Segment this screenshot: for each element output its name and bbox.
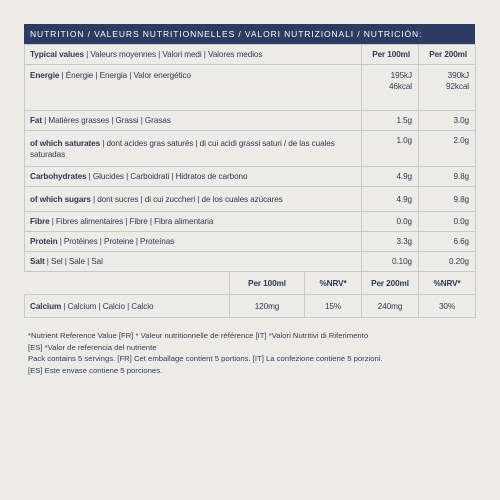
calcium-nrv1-header: %NRV* bbox=[305, 272, 362, 295]
nutrition-header: NUTRITION / VALEURS NUTRITIONNELLES / VALORI NUTRIZIONALI / NUTRICIÓN: bbox=[24, 24, 475, 44]
footnote-nrv-es: [ES] *Valor de referencia del nutriente bbox=[28, 342, 157, 352]
row-value-200: 9.8g bbox=[419, 187, 476, 212]
calcium-per100-header: Per 100ml bbox=[230, 272, 305, 295]
calcium-value-100: 120mg bbox=[230, 295, 305, 318]
row-value-100: 1.5g bbox=[362, 111, 419, 131]
row-label: Energie | Énergie | Energia | Valor energético bbox=[25, 65, 362, 111]
calcium-nrv-100: 15% bbox=[305, 295, 362, 318]
row-label: Protein | Protéines | Proteine | Proteínas bbox=[25, 232, 362, 252]
nutrition-table bbox=[24, 44, 476, 318]
row-value-200: 390kJ 92kcal bbox=[419, 65, 476, 111]
table-row-calcium bbox=[25, 295, 476, 318]
table-row-energy bbox=[25, 65, 476, 111]
footnote-servings-es: [ES] Este envase contiene 5 porciones. bbox=[28, 365, 163, 375]
row-value-100: 3.3g bbox=[362, 232, 419, 252]
table-row-salt bbox=[25, 252, 476, 272]
calcium-value-200: 240mg bbox=[362, 295, 419, 318]
row-label: Fibre | Fibres alimentaires | Fibre | Fibra alimentaria bbox=[25, 212, 362, 232]
table-row-fibre bbox=[25, 212, 476, 232]
row-label: Calcium | Calcium | Calcio | Calcio bbox=[25, 295, 230, 318]
row-value-200: 3.0g bbox=[419, 111, 476, 131]
calcium-nrv-200: 30% bbox=[419, 295, 476, 318]
row-value-100: 4.9g bbox=[362, 167, 419, 187]
row-value-100: 4.9g bbox=[362, 187, 419, 212]
per200-header: Per 200ml bbox=[419, 45, 476, 65]
row-label: of which sugars | dont sucres | di cui zuccheri | de los cuales azúcares bbox=[25, 187, 362, 212]
row-value-200: 2.0g bbox=[419, 131, 476, 167]
row-value-200: 0.0g bbox=[419, 212, 476, 232]
table-row-fat bbox=[25, 111, 476, 131]
row-label: Carbohydrates | Glucides | Carboidrati | Hidratos de carbono bbox=[25, 167, 362, 187]
footnote-nrv: *Nutrient Reference Value [FR] * Valeur nutritionnelle de référence [IT] *Valori Nutritivi di Riferimento bbox=[28, 331, 369, 340]
row-label: Salt | Sel | Sale | Sal bbox=[25, 252, 362, 272]
calcium-per200-header: Per 200ml bbox=[362, 272, 419, 295]
calcium-header-row bbox=[25, 272, 476, 295]
table-row-sugars bbox=[25, 187, 476, 212]
footnotes bbox=[28, 330, 475, 376]
row-label: of which saturates | dont acides gras saturés | di cui acidi grassi saturi / de las cuales saturadas bbox=[25, 131, 362, 167]
row-value-100: 1.0g bbox=[362, 131, 419, 167]
row-value-200: 9.8g bbox=[419, 167, 476, 187]
nutrition-panel bbox=[24, 24, 475, 376]
per100-header: Per 100ml bbox=[362, 45, 419, 65]
typical-values-header: Typical values | Valeurs moyennes | Valori medi | Valores medios bbox=[25, 45, 362, 65]
table-header-row bbox=[25, 45, 476, 65]
footnote-servings: Pack contains 5 servings. [FR] Cet emballage contient 5 portions. [IT] La confezione contiene 5 porzioni. bbox=[28, 354, 383, 364]
table-row-protein bbox=[25, 232, 476, 252]
row-value-200: 0.20g bbox=[419, 252, 476, 272]
row-value-100: 0.0g bbox=[362, 212, 419, 232]
row-value-100: 0.10g bbox=[362, 252, 419, 272]
row-label: Fat | Matières grasses | Grassi | Grasas bbox=[25, 111, 362, 131]
calcium-nrv2-header: %NRV* bbox=[419, 272, 476, 295]
table-row-saturates bbox=[25, 131, 476, 167]
row-value-200: 6.6g bbox=[419, 232, 476, 252]
row-value-100: 195kJ 46kcal bbox=[362, 65, 419, 111]
table-row-carbohydrates bbox=[25, 167, 476, 187]
